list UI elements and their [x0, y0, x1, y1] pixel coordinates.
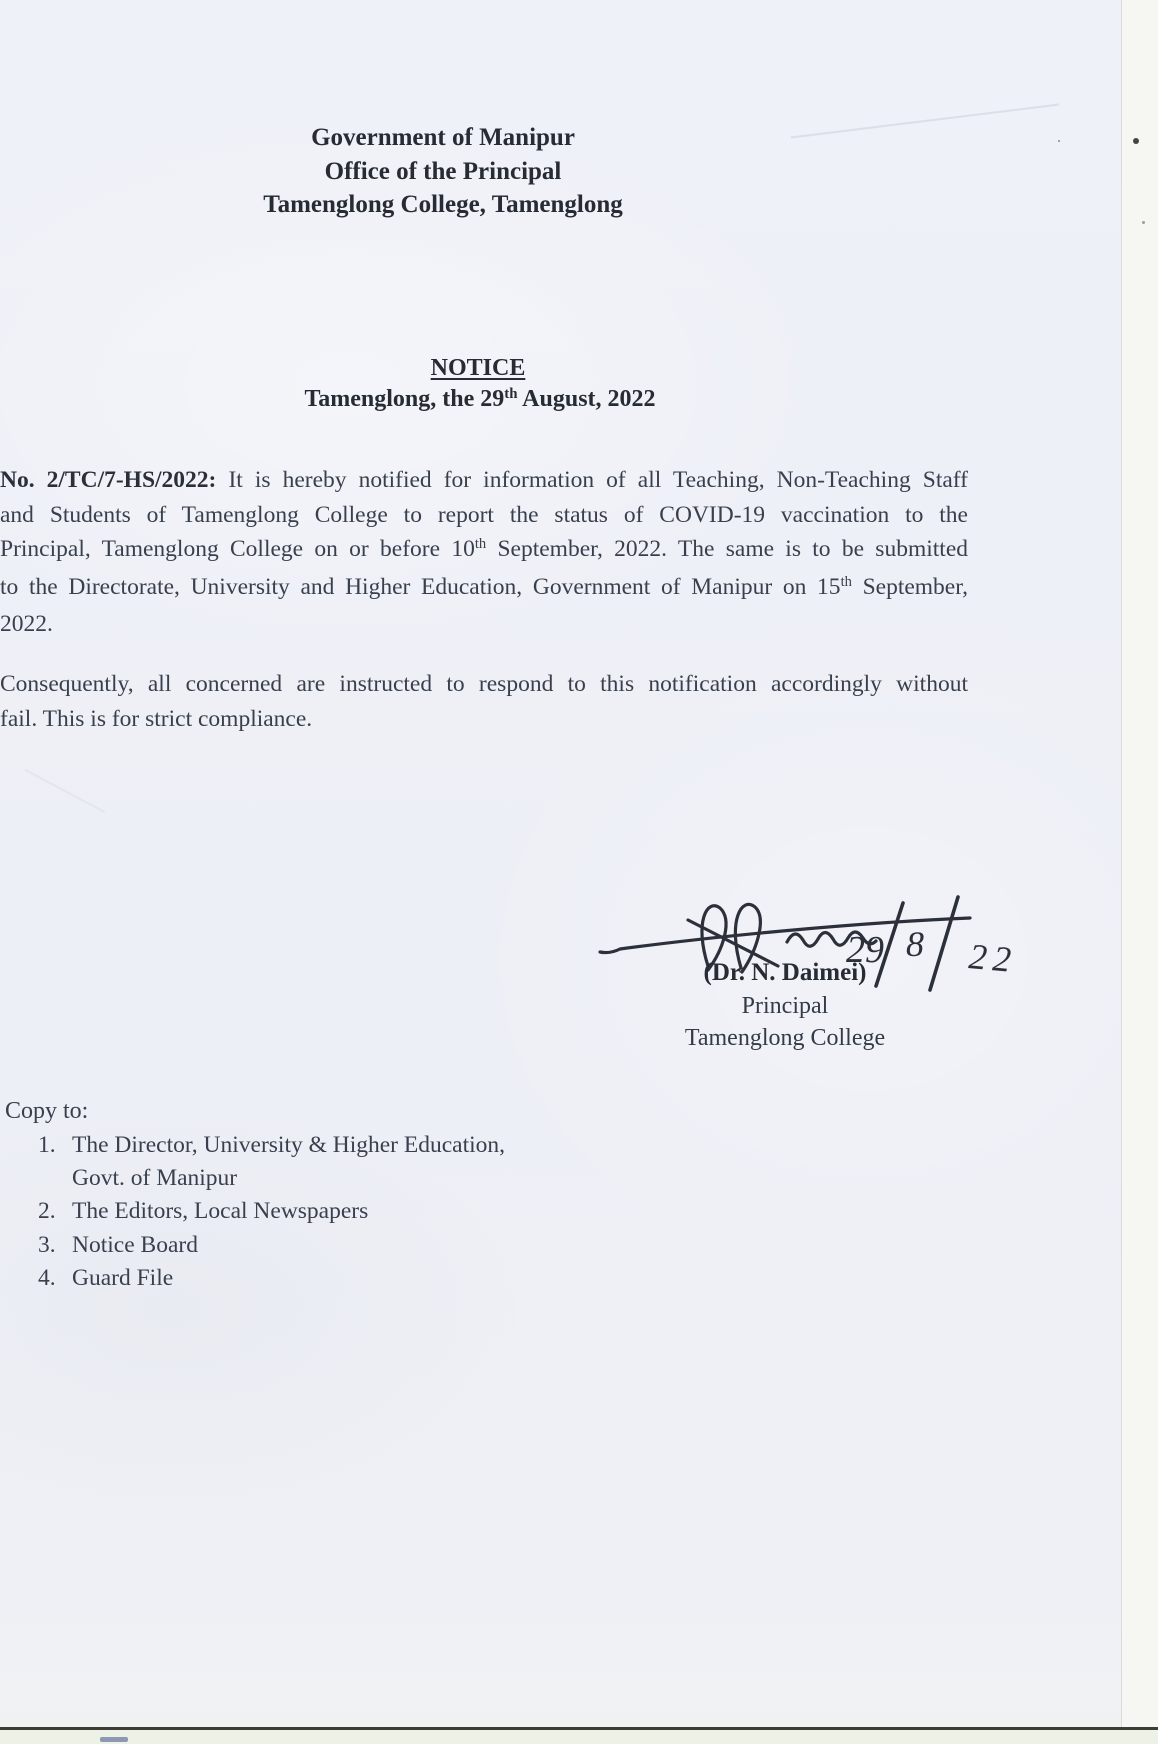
ink-speck — [1058, 140, 1060, 142]
para1-line3-b: September, 2022. The same is to be submitted — [486, 536, 969, 563]
ink-speck — [1133, 138, 1139, 144]
notification-paragraph — [0, 463, 968, 642]
letterhead-government: Government of Manipur — [311, 124, 575, 151]
scanner-bottom-strip — [0, 1730, 1158, 1744]
para1-line3 — [0, 532, 968, 570]
letterhead — [43, 121, 843, 222]
bottom-edge-mark — [100, 1737, 128, 1742]
para1-line5: 2022. — [0, 611, 53, 638]
para1-line3-ordinal: th — [474, 536, 487, 553]
handwritten-month: 8 — [906, 924, 924, 964]
copy-to-label: Copy to: — [5, 1098, 89, 1124]
item-text: Guard File — [72, 1264, 174, 1291]
list-item — [38, 1129, 505, 1162]
item-number: 4. — [38, 1264, 56, 1291]
notice-title: NOTICE — [430, 355, 526, 381]
ink-speck — [1142, 221, 1145, 224]
reference-number: No. 2/TC/7-HS/2022: — [0, 467, 217, 493]
item-text: Notice Board — [72, 1231, 198, 1258]
notice-date-suffix: August, 2022 — [517, 386, 656, 412]
para1-line1-text: It is hereby notified for information of all Teaching, Non-Teaching Staff — [228, 467, 969, 493]
signatory-block — [585, 957, 985, 1055]
letterhead-college: Tamenglong College, Tamenglong — [263, 191, 623, 218]
para1-line4-a: to the Directorate, University and Higher Education, Government of Manipur on 15 — [0, 573, 841, 600]
signatory-title: Principal — [741, 992, 829, 1019]
item-text: The Director, University & Higher Education, — [72, 1132, 506, 1158]
item-number: 1. — [38, 1132, 56, 1158]
para1-line4-ordinal: th — [840, 573, 852, 590]
signatory-organization: Tamenglong College — [684, 1025, 886, 1051]
item-number: 3. — [38, 1231, 56, 1258]
list-item — [38, 1229, 505, 1262]
item-number: 2. — [38, 1198, 56, 1225]
scanner-background-strip — [1121, 0, 1158, 1744]
notice-date-prefix: Tamenglong, the 29 — [304, 386, 505, 412]
para1-line4 — [0, 570, 968, 608]
item-text: The Editors, Local Newspapers — [72, 1198, 369, 1225]
para1-line1 — [0, 463, 968, 498]
list-item — [38, 1262, 505, 1295]
para2-line2: fail. This is for strict compliance. — [0, 705, 313, 732]
paper-crease — [25, 769, 105, 813]
compliance-paragraph — [0, 667, 968, 736]
para2-line1: Consequently, all concerned are instructed to respond to this notification accordingly without — [0, 671, 968, 697]
para1-line3-a: Principal, Tamenglong College on or before 10 — [0, 536, 475, 563]
letterhead-office: Office of the Principal — [324, 157, 562, 185]
para1-line2: and Students of Tamenglong College to report the status of COVID-19 vaccination to the — [0, 501, 968, 528]
handwritten-day: 29 — [846, 929, 884, 971]
handwritten-year: 22 — [967, 936, 1019, 981]
notice-place-date — [0, 386, 960, 413]
copy-to-list — [38, 1129, 505, 1295]
para1-line4-b: September, — [851, 573, 969, 600]
list-item — [38, 1195, 505, 1228]
list-item-continuation: Govt. of Manipur — [72, 1165, 238, 1192]
signatory-name: (Dr. N. Daimei) — [703, 959, 867, 986]
notice-date-ordinal: th — [504, 385, 518, 402]
